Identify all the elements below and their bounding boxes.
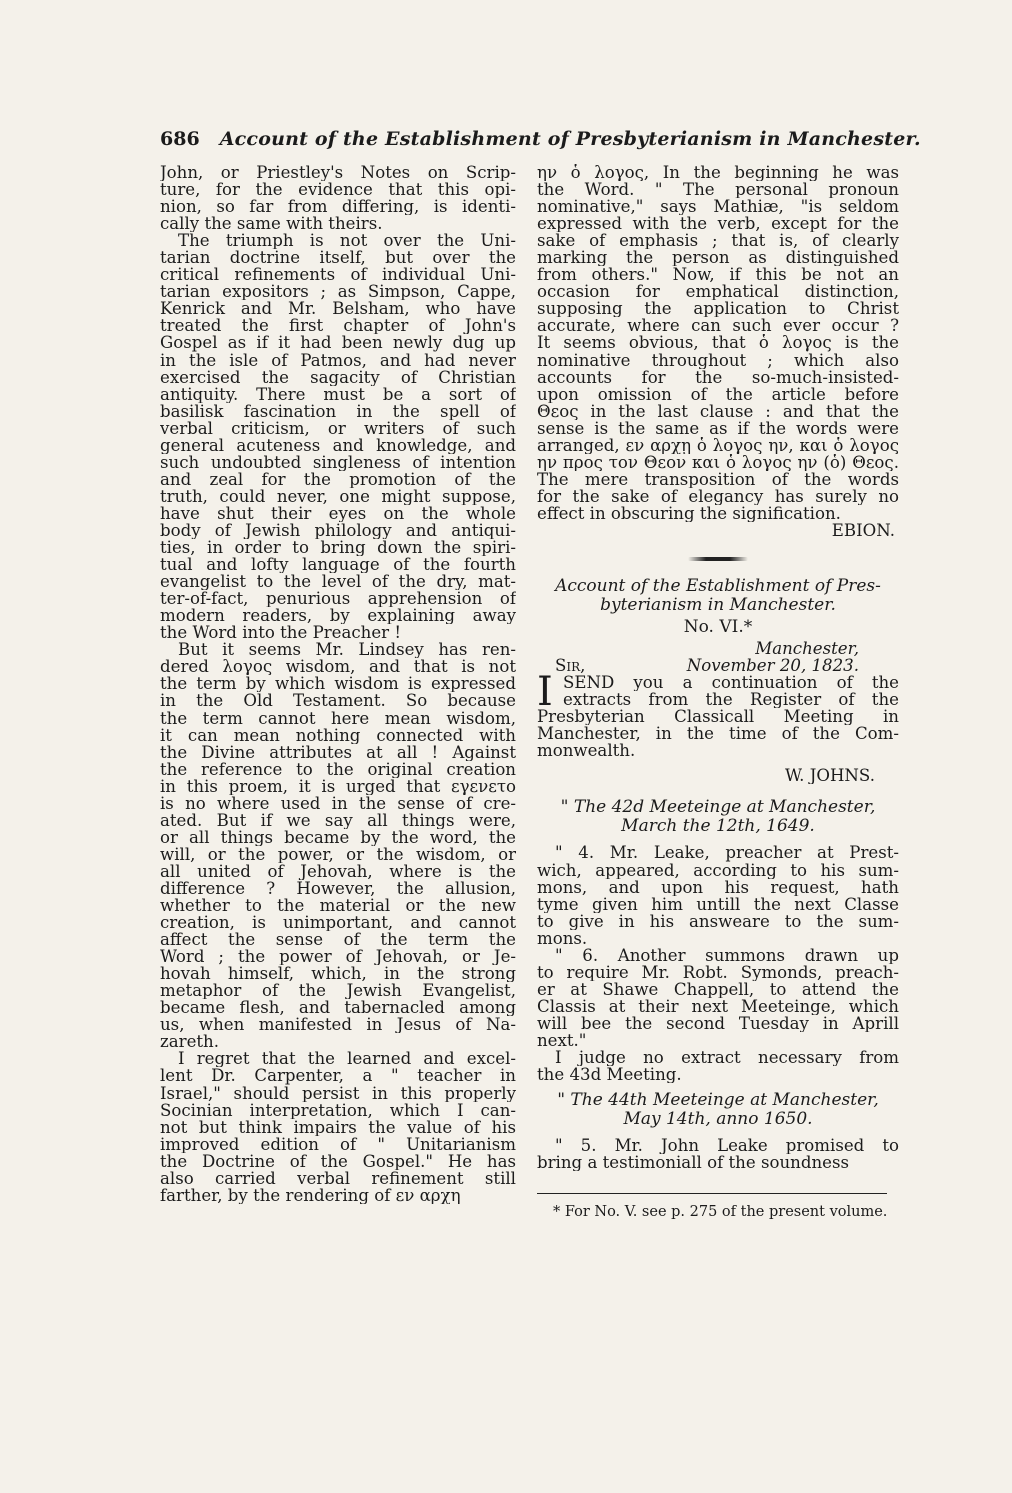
body-line: tarian expositors ; as Simpson, Cappe, — [160, 283, 516, 301]
body-line: arranged, εν αρχῃ ὁ λογος ην, και ὁ λογος — [537, 436, 899, 454]
minutes-line: I judge no extract necessary from — [555, 1049, 899, 1067]
body-line: Israel," should persist in this properly — [160, 1084, 516, 1102]
letter-line: Presbyterian Classicall Meeting in — [537, 708, 899, 726]
body-line: modern readers, by explaining away — [160, 607, 516, 625]
body-line: have shut their eyes on the whole — [160, 504, 516, 522]
body-line: Socinian interpretation, which I can- — [160, 1101, 516, 1119]
body-line: nominative throughout ; which also — [537, 351, 899, 369]
body-line: nion, so far from differing, is identi- — [160, 198, 516, 216]
letter-line: monwealth. — [537, 742, 636, 760]
body-line: whether to the material or the new — [160, 897, 516, 915]
body-line: all united of Jehovah, where is the — [160, 862, 516, 880]
body-line: became flesh, and tabernacled among — [160, 999, 516, 1017]
body-line: The mere transposition of the words — [537, 470, 899, 488]
footnote: * For No. V. see p. 275 of the present volume. — [553, 1204, 888, 1221]
body-line: farther, by the rendering of εν αρχη — [160, 1186, 461, 1204]
left-column — [160, 164, 516, 1204]
body-line: the Word into the Preacher ! — [160, 624, 402, 642]
running-header — [160, 128, 921, 158]
body-line: is no where used in the sense of cre- — [160, 794, 516, 812]
body-line: in this proem, it is urged that εγενετο — [160, 777, 516, 795]
minutes-line: Classis at their next Meeteinge, which — [537, 997, 899, 1015]
body-line: also carried verbal refinement still — [160, 1169, 516, 1187]
body-line: basilisk fascination in the spell of — [160, 402, 516, 420]
body-line: body of Jewish philology and antiqui- — [160, 521, 516, 540]
body-line: improved edition of " Unitarianism — [160, 1135, 516, 1153]
body-line: such undoubted singleness of intention — [160, 453, 516, 471]
running-title: Account of the Establishment of Presbyterianism in Manchester. — [219, 128, 921, 150]
letter-place: Manchester, — [755, 640, 859, 658]
body-line: general acuteness and knowledge, and — [160, 436, 516, 454]
body-line: accurate, where can such ever occur ? — [537, 317, 899, 335]
body-line: exercised the sagacity of Christian — [160, 368, 516, 386]
body-line: and zeal for the promotion of the — [160, 470, 516, 488]
meeting-42-heading-1: " The 42d Meeteinge at Manchester, — [560, 797, 876, 818]
minutes-line: " 5. Mr. John Leake promised to — [555, 1137, 899, 1155]
body-line: the Word. " The personal pronoun — [537, 181, 899, 199]
body-line: will, or the power, or the wisdom, or — [160, 845, 516, 863]
body-line: cally the same with theirs. — [160, 215, 383, 233]
body-line: ην ὁ λογος, In the beginning he was — [537, 164, 899, 182]
body-line: truth, could never, one might suppose, — [160, 487, 516, 505]
body-line: I regret that the learned and excel- — [178, 1050, 516, 1068]
page-number: 686 — [160, 128, 200, 150]
body-line: difference ? However, the allusion, — [160, 879, 516, 898]
body-line: metaphor of the Jewish Evangelist, — [160, 982, 516, 1000]
body-line: The triumph is not over the Uni- — [178, 232, 516, 250]
body-line: ture, for the evidence that this opi- — [160, 181, 516, 199]
body-line: But it seems Mr. Lindsey has ren- — [178, 641, 516, 659]
body-line: sake of emphasis ; that is, of clearly — [537, 232, 899, 250]
article-heading-line-1: Account of the Establishment of Pres- — [555, 576, 881, 597]
meeting-44-heading-1: " The 44th Meeteinge at Manchester, — [557, 1090, 879, 1111]
minutes-line: er at Shawe Chappell, to attend the — [537, 980, 899, 998]
body-line: occasion for emphatical distinction, — [537, 283, 899, 301]
minutes-line: to require Mr. Robt. Symonds, preach- — [537, 963, 899, 981]
body-line: not but think impairs the value of his — [160, 1118, 516, 1136]
body-line: in the Old Testament. So because — [160, 692, 516, 710]
body-line: evangelist to the level of the dry, mat- — [160, 573, 516, 591]
body-line: verbal criticism, or writers of such — [160, 419, 516, 437]
body-line: ην προς τον Θεον και ὁ λογος ην (ὁ) Θεος. — [537, 453, 899, 471]
section-divider — [688, 557, 748, 561]
right-column — [537, 164, 899, 1221]
body-line: antiquity. There must be a sort of — [160, 385, 516, 403]
body-line: us, when manifested in Jesus of Na- — [160, 1016, 516, 1034]
minutes-line: wich, appeared, according to his sum- — [537, 861, 899, 879]
body-line: supposing the application to Christ — [537, 300, 899, 318]
body-line: upon omission of the article before — [537, 385, 899, 403]
body-line: marking the person as distinguished — [537, 249, 899, 267]
body-line: tarian doctrine itself, but over the — [160, 249, 516, 267]
letter-line: extracts from the Register of the — [563, 691, 899, 709]
body-line: It seems obvious, that ὁ λογος is the — [537, 334, 899, 352]
drop-cap: I — [537, 669, 553, 716]
body-line: or all things became by the word, the — [160, 828, 516, 846]
minutes-line: bring a testimoniall of the soundness — [537, 1154, 849, 1172]
body-line: zareth. — [160, 1033, 220, 1051]
body-line: John, or Priestley's Notes on Scrip- — [160, 164, 516, 182]
minutes-line: will bee the second Tuesday in Aprill — [537, 1014, 899, 1032]
body-line: the Doctrine of the Gospel." He has — [160, 1152, 516, 1170]
letter-line: SEND you a continuation of the — [563, 674, 899, 692]
signature-johns: W. JOHNS. — [784, 767, 875, 785]
article-number: No. VI.* — [683, 617, 753, 638]
body-line: treated the first chapter of John's — [160, 317, 516, 335]
body-line: for the sake of elegancy has surely no — [537, 487, 899, 505]
footnote-rule — [537, 1193, 887, 1194]
body-line: expressed with the verb, except for the — [537, 215, 899, 233]
letter-date: November 20, 1823. — [686, 657, 859, 675]
body-line: from others." Now, if this be not an — [537, 266, 899, 284]
right-column-continuation — [537, 164, 899, 522]
body-line: accounts for the so-much-insisted- — [537, 368, 899, 386]
body-line: sense is the same as if the words were — [537, 419, 899, 437]
minutes-line: mons. — [537, 929, 588, 947]
letter-line: Manchester, in the time of the Com- — [537, 725, 899, 743]
body-line: Word ; the power of Jehovah, or Je- — [160, 948, 516, 966]
letter-body — [537, 669, 899, 760]
letter-salutation-row — [537, 657, 899, 674]
body-line: Kenrick and Mr. Belsham, who have — [160, 300, 516, 318]
minutes-line: to give in his answeare to the sum- — [537, 912, 899, 930]
body-line: critical refinements of individual Uni- — [160, 266, 516, 284]
body-line: tual and lofty language of the fourth — [160, 556, 516, 574]
body-line: ated. But if we say all things were, — [160, 811, 516, 829]
body-line: in the isle of Patmos, and had never — [160, 351, 516, 369]
body-line: it can mean nothing connected with — [160, 726, 516, 744]
signature-ebion: EBION. — [831, 521, 895, 540]
minutes-line: tyme given him untill the next Classe — [537, 895, 899, 913]
article-heading-line-2: byterianism in Manchester. — [600, 595, 836, 616]
minutes-line: the 43d Meeting. — [537, 1066, 682, 1084]
body-line: ter-of-fact, penurious apprehension of — [160, 590, 516, 608]
body-line: dered λογος wisdom, and that is not — [160, 658, 516, 676]
body-line: creation, is unimportant, and cannot — [160, 914, 516, 932]
body-line: the reference to the original creation — [160, 760, 516, 778]
salutation: Sir, — [555, 657, 586, 675]
body-line: Θεος in the last clause : and that the — [537, 402, 899, 420]
meeting-42-body — [537, 844, 899, 1083]
body-line: affect the sense of the term the — [160, 931, 516, 949]
body-line: effect in obscuring the signification. — [537, 504, 841, 522]
body-line: hovah himself, which, in the strong — [160, 965, 516, 983]
body-line: lent Dr. Carpenter, a " teacher in — [160, 1067, 516, 1085]
body-line: the Divine attributes at all ! Against — [160, 743, 516, 761]
body-line: the term cannot here mean wisdom, — [160, 709, 516, 727]
meeting-44-heading-2: May 14th, anno 1650. — [623, 1109, 813, 1130]
minutes-line: " 6. Another summons drawn up — [555, 946, 899, 964]
body-line: ties, in order to bring down the spiri- — [160, 539, 516, 557]
meeting-44-body — [537, 1137, 899, 1171]
minutes-line: " 4. Mr. Leake, preacher at Prest- — [555, 844, 899, 862]
body-line: the term by which wisdom is expressed — [160, 675, 516, 693]
minutes-line: next." — [537, 1031, 587, 1050]
meeting-42-heading-2: March the 12th, 1649. — [621, 816, 815, 837]
body-line: Gospel as if it had been newly dug up — [160, 334, 516, 352]
body-line: nominative," says Mathiæ, "is seldom — [537, 198, 899, 216]
minutes-line: mons, and upon his request, hath — [537, 878, 899, 896]
